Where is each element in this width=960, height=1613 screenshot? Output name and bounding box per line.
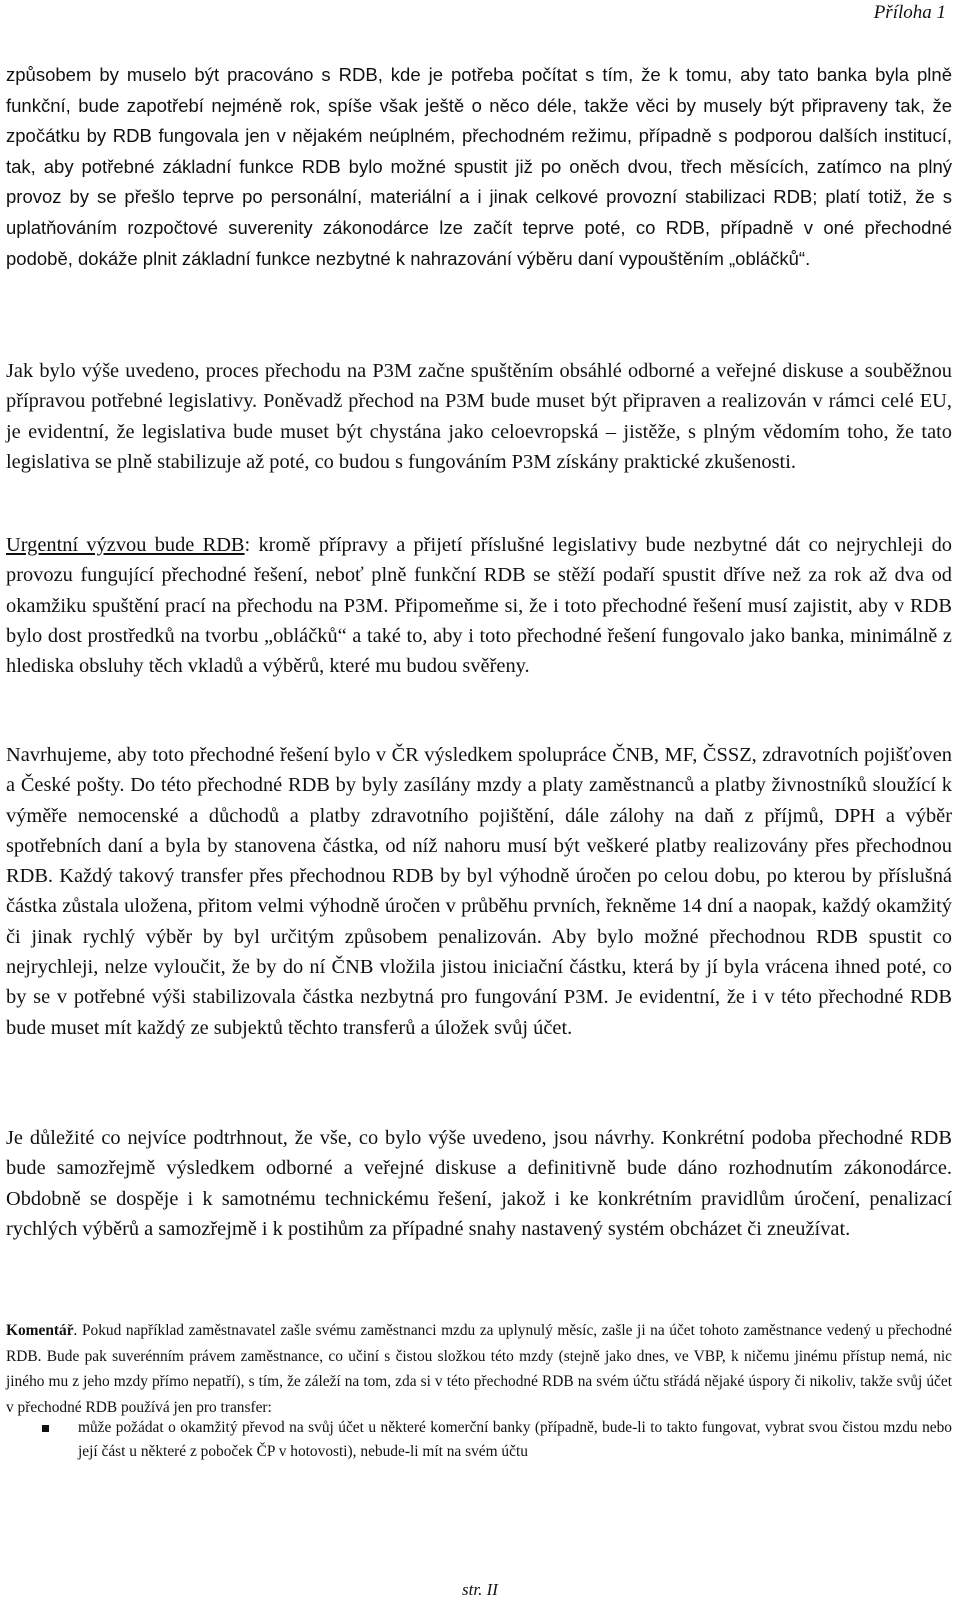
page-header: Příloha 1 [873,2,946,23]
urgent-challenge-lead: Urgentní výzvou bude RDB [6,534,245,556]
comment-block [6,1318,952,1420]
square-bullet-icon [42,1425,49,1432]
paragraph-2: Jak bylo výše uvedeno, proces přechodu na P3M začne spuštěním obsáhlé odborné a veřejné diskuse a souběžnou přípravou potřebné legislativy. Poněvadž přechod na P3M bude muset být připraven a realizován v rámci celé EU, je evidentní, že legislativa bude muset být chystána jako celoevropská – jistěže, s plným vědomím toho, že tato legislativa se plně stabilizuje až poté, co budou s fungováním P3M získány praktické zkušenosti. [6,360,952,473]
page-number: str. II [462,1580,498,1599]
urgent-challenge-text: : kromě přípravy a přijetí příslušné legislativy bude nezbytné dát co nejrychleji do provozu fungující přechodné řešení, neboť plně funkční RDB se stěží podaří spustit dříve než za rok až dva od okamžiku spuštění prací na přechodu na P3M. Připomeňme si, že i toto přechodné řešení musí zajistit, aby v RDB bylo dost prostředků na tvorbu „obláčků“ a také to, aby i toto přechodné řešení fungovalo jako banka, minimálně z hlediska obsluhy těch vkladů a výběrů, které mu budou svěřeny. [6,534,953,678]
bullet-list [40,1416,952,1464]
paragraph-3 [6,530,952,681]
comment-label: Komentář [6,1322,74,1339]
paragraph-4: Navrhujeme, aby toto přechodné řešení bylo v ČR výsledkem spolupráce ČNB, MF, ČSSZ, zdravotních pojišťoven a České pošty. Do této přechodné RDB by byly zasílány mzdy a platy zaměstnanců a platby živnostníků sloužící k výměře nemocenské a důchodů a platby zdravotního pojištění, dále zálohy na daň z příjmů, DPH a výběr spotřebních daní a byla by stanovena částka, od níž nahoru musí být veškeré platby realizovány přes přechodnou RDB. Každý takový transfer přes přechodnou RDB by byl výhodně úročen po celou dobu, po kterou by příslušná částka zůstala uložena, přitom velmi výhodně úročen v průběhu prvních, řekněme 14 dní a naopak, každý okamžitý či jinak rychlý výběr by byl určitým způsobem penalizován. Aby bylo možné přechodnou RDB spustit co nejrychleji, nelze vyloučit, že by do ní ČNB vložila jistou iniciační částku, která by jí byla vrácena ihned poté, co by se v potřebné výši stabilizovala částka nezbytná pro fungování P3M. Je evidentní, že i v této přechodné RDB bude muset mít každý ze subjektů těchto transferů a úložek svůj účet. [6,744,952,1039]
list-item: může požádat o okamžitý převod na svůj účet u některé komerční banky (případně, bude-li to takto fungovat, vybrat svou čistou mzdu nebo její část u některé z poboček ČP v hotovosti), nebude-li mít na svém účtu [78,1419,952,1460]
paragraph-1: způsobem by muselo být pracováno s RDB, kde je potřeba počítat s tím, že k tomu, aby tato banka byla plně funkční, bude zapotřebí nejméně rok, spíše však ještě o něco déle, takže věci by musely být připraveny tak, že zpočátku by RDB fungovala jen v nějakém neúplném, přechodném režimu, případně s podporou dalších institucí, tak, aby potřebné základní funkce RDB bylo možné spustit již po oněch dvou, třech měsících, zatímco na plný provoz by se přešlo teprve po personální, materiální a i jinak celkové provozní stabilizaci RDB; platí totiž, že s uplatňováním rozpočtové suverenity zákonodárce lze začít teprve poté, co RDB, případně v oné přechodné podobě, dokáže plnit základní funkce nezbytné k nahrazování výběru daní vypouštěním „obláčků“. [6,64,952,269]
comment-text: . Pokud například zaměstnavatel zašle svému zaměstnanci mzdu za uplynulý měsíc, zašle ji na účet tohoto zaměstnance vedený u přechodné RDB. Bude pak suverénním právem zaměstnance, co učiní s čistou složkou této mzdy (stejně jako dnes, ve VBP, k ničemu jinému přístup nemá, nic jiného mu z jeho mzdy přímo nepatří), s tím, že záleží na tom, zda si v této přechodné RDB na svém účtu střádá nějaké úspory či nikoliv, takže svůj účet v přechodné RDB používá jen pro transfer: [6,1322,952,1416]
paragraph-5: Je důležité co nejvíce podtrhnout, že vše, co bylo výše uvedeno, jsou návrhy. Konkrétní podoba přechodné RDB bude samozřejmě výsledkem odborné a veřejné diskuse a definitivně bude dáno rozhodnutím zákonodárce. Obdobně se dospěje i k samotnému technickému řešení, jakož i ke konkrétním pravidlům úročení, penalizací rychlých výběrů a samozřejmě i k postihům za případné snahy nastavený systém obcházet či zneužívat. [6,1127,952,1240]
